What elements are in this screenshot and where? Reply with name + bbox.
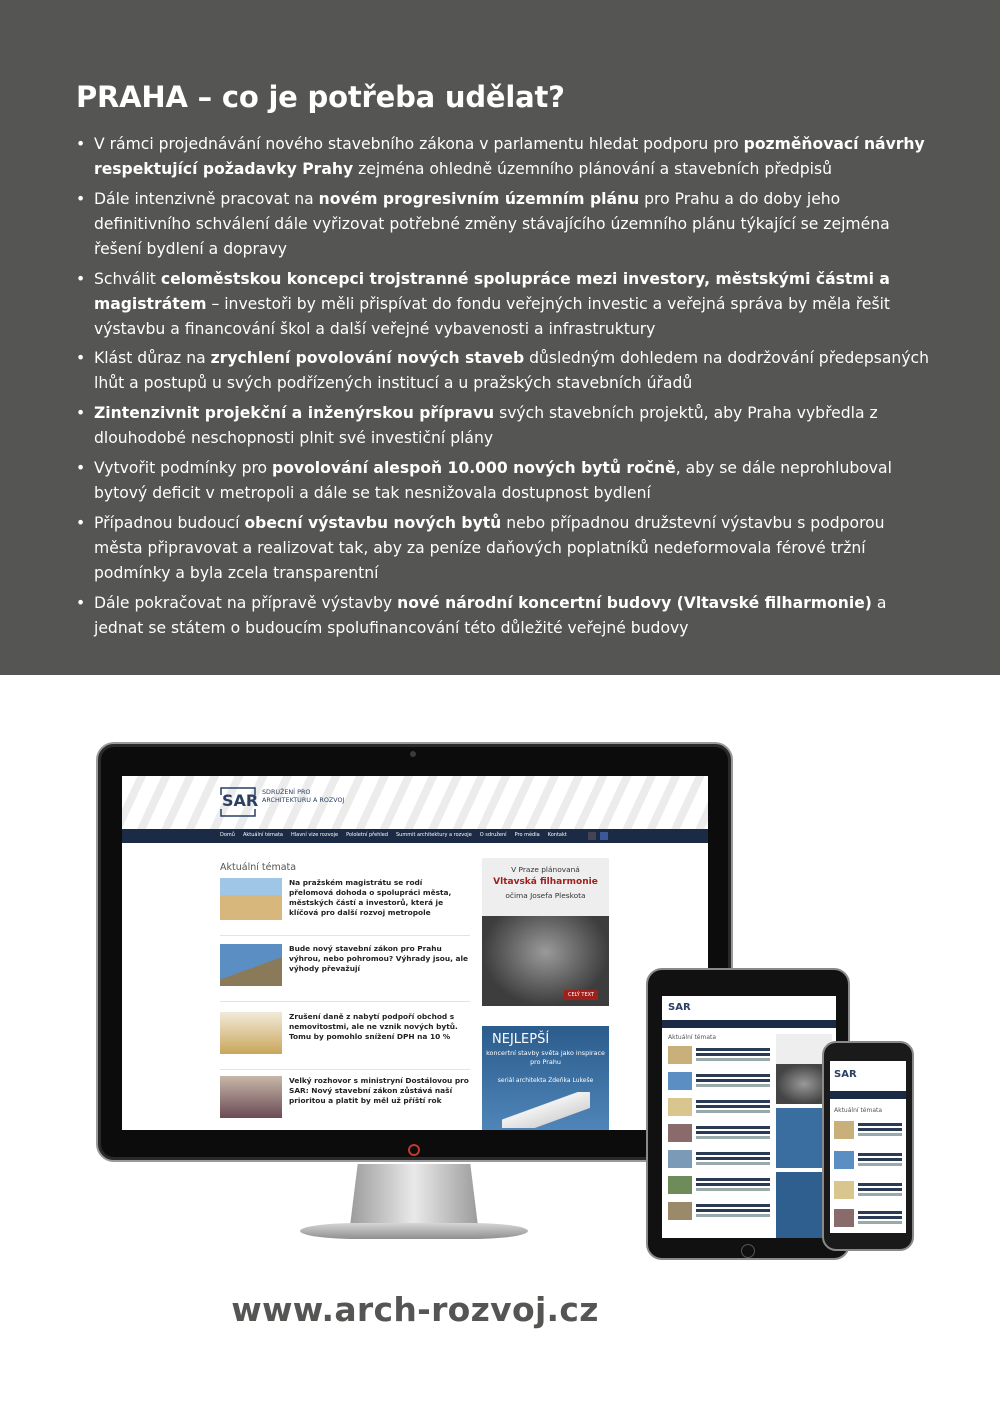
phone-article[interactable]	[834, 1181, 902, 1207]
article-item[interactable]	[220, 944, 470, 1002]
bullet-item	[76, 346, 936, 396]
phone-article[interactable]	[834, 1121, 902, 1147]
bullet-text: V rámci projednávání nového stavebního zákona v parlamentu hledat podporu pro	[94, 135, 744, 153]
tablet-article[interactable]	[668, 1176, 770, 1198]
bullet-emphasis: novém progresivním územním plánu	[318, 189, 640, 208]
tablet-article[interactable]	[668, 1150, 770, 1172]
nav-item[interactable]: Aktuální témata	[242, 832, 283, 838]
bullet-text: Schválit	[94, 269, 161, 288]
bullet-text: důsledným dohledem na dodržování předepsaných lhůt a postupů u svých podřízených institucí a u pražských stavebních úřadů	[94, 349, 929, 393]
phone-section-title: Aktuální témata	[834, 1107, 883, 1114]
nav-item[interactable]: Summit architektury a rozvoje	[396, 832, 472, 838]
bullet-item	[76, 132, 936, 182]
bullet-text: nebo případnou družstevní výstavbu s podporou města připravovat a realizovat tak, aby za peníze daňových poplatníků nedeformovala férové tržní podmínky a byla zcela transparentní	[94, 513, 885, 582]
phone-article[interactable]	[834, 1209, 902, 1233]
top-info-panel	[0, 0, 1000, 675]
bullet-text: pro Prahu a do doby jeho definitivního schválení dále vyřizovat potřebné změny stávajícího územního plánu týkající se zejména řešení bydlení a dopravy	[94, 189, 890, 258]
bullet-text: Dále intenzivně pracovat na	[94, 189, 319, 208]
banner-line: očima Josefa Pleskota	[505, 891, 586, 900]
devices-showcase	[0, 675, 1000, 1401]
tablet-section-title: Aktuální témata	[668, 1034, 717, 1041]
bullet-text: zejména ohledně územního plánování a stavebních předpisů	[353, 160, 833, 178]
bullet-item	[76, 267, 936, 342]
nav-item[interactable]: O sdružení	[479, 832, 507, 838]
banner-title: Vltavská filharmonie	[493, 877, 598, 887]
desktop-monitor	[96, 742, 733, 1162]
article-title[interactable]: Velký rozhovor s ministryní Dostálovou pro SAR: Nový stavební zákon zůstává naší prioritou a platit by měl už příští rok	[289, 1076, 469, 1105]
tablet-article[interactable]	[668, 1046, 770, 1068]
tablet-article[interactable]	[668, 1072, 770, 1094]
bullet-emphasis: obecní výstavbu nových bytů	[244, 513, 502, 532]
phone-navbar	[830, 1091, 906, 1099]
site-header	[122, 776, 708, 829]
bullet-text: Klást důraz na	[94, 349, 211, 368]
article-title[interactable]: Na pražském magistrátu se rodí přelomová dohoda o spolupráci města, městských částí a investorů, která je klíčová pro další rozvoj metropole	[289, 878, 452, 917]
tablet-navbar	[662, 1020, 836, 1028]
site-logo[interactable]: SAR	[222, 791, 259, 810]
banner-line: seriál architekta Zdeňka Lukeše	[497, 1077, 594, 1084]
tablet-logo[interactable]: SAR	[668, 1002, 691, 1013]
banner-title: NEJLEPŠÍ	[492, 1032, 550, 1047]
article-thumbnail[interactable]	[220, 878, 282, 920]
nav-item[interactable]: Pro média	[514, 832, 540, 838]
article-title[interactable]: Bude nový stavební zákon pro Prahu výhrou, nebo pohromou? Výhrady jsou, ale výhody převažují	[289, 944, 469, 973]
article-thumbnail[interactable]	[220, 1012, 282, 1054]
article-thumbnail[interactable]	[220, 1076, 282, 1118]
page-headline: PRAHA – co je potřeba udělat?	[76, 80, 565, 114]
article-thumbnail[interactable]	[220, 944, 282, 986]
tablet-article[interactable]	[668, 1202, 770, 1224]
site-navbar	[122, 829, 708, 843]
section-title: Aktuální témata	[220, 862, 297, 873]
article-item[interactable]	[220, 878, 470, 936]
nav-item[interactable]: Domů	[220, 832, 235, 838]
phone-logo[interactable]: SAR	[834, 1069, 857, 1080]
monitor-base	[300, 1223, 528, 1239]
desktop-screen	[122, 776, 708, 1130]
bullet-text: – investoři by měli přispívat do fondu veřejných investic a veřejná správa by měla řešit výstavbu a financování škol a další veřejné vybavenosti a infrastruktury	[94, 294, 891, 338]
power-button-icon	[408, 1144, 420, 1156]
bullet-item	[76, 511, 936, 586]
bullet-emphasis: povolování alespoň 10.000 nových bytů ročně	[272, 458, 676, 477]
bullet-emphasis: pozměňovací návrhy respektující požadavky Prahy	[94, 135, 925, 178]
site-logo-subtitle: SDRUŽENÍ PRO ARCHITEKTURU A ROZVOJ	[262, 788, 345, 804]
bullet-text: Vytvořit podmínky pro	[94, 458, 273, 477]
bullet-item	[76, 401, 936, 451]
article-item[interactable]	[220, 1076, 470, 1130]
phone-device	[822, 1041, 914, 1251]
opera-house-image	[502, 1092, 590, 1128]
banner-line: koncertní stavby světa jako inspirace pro Prahu	[486, 1049, 605, 1066]
tablet-article[interactable]	[668, 1098, 770, 1120]
nav-item[interactable]: Kontakt	[547, 832, 567, 838]
bullet-emphasis: zrychlení povolování nových staveb	[210, 349, 525, 368]
philharmonic-banner[interactable]	[482, 858, 609, 1006]
phone-screen	[830, 1061, 906, 1233]
bullet-emphasis: nové národní koncertní budovy (Vltavské filharmonie)	[397, 593, 872, 612]
bullet-emphasis: celoměstskou koncepci trojstranné spolupráce mezi investory, městskými částmi a magistrátem	[94, 269, 890, 313]
bullet-text: , aby se dále neprohluboval bytový deficit v metropoli a dále se tak nesnižovala dostupnost bydlení	[94, 458, 892, 502]
banner-line: V Praze plánovaná	[511, 865, 580, 874]
bullet-item	[76, 187, 936, 262]
website-url[interactable]: www.arch-rozvoj.cz	[231, 1290, 599, 1329]
bullet-emphasis: Zintenzivnit projekční a inženýrskou přípravu	[94, 404, 495, 423]
tablet-article[interactable]	[668, 1124, 770, 1146]
home-button-icon	[741, 1244, 755, 1258]
article-title[interactable]: Zrušení daně z nabytí podpoří obchod s nemovitostmi, ale ne vznik nových bytů. Tomu by pomohlo snížení DPH na 10 %	[289, 1012, 458, 1041]
bullet-text: Případnou budoucí	[94, 513, 245, 532]
full-text-button[interactable]: CELÝ TEXT	[564, 990, 598, 1000]
tablet-device	[646, 968, 850, 1260]
bullet-item	[76, 456, 936, 506]
monitor-stand	[350, 1164, 478, 1226]
article-item[interactable]	[220, 1012, 470, 1070]
language-icon[interactable]	[588, 832, 596, 840]
tablet-screen	[662, 996, 836, 1238]
bullet-text: Dále pokračovat na přípravě výstavby	[94, 593, 398, 612]
bullet-list	[76, 132, 936, 645]
bullet-text: a jednat se státem o budoucím spolufinancování této důležité veřejné budovy	[94, 593, 887, 637]
nav-item[interactable]: Hlavní vize rozvoje	[291, 832, 339, 838]
nav-menu	[220, 832, 567, 838]
phone-article[interactable]	[834, 1151, 902, 1177]
facebook-icon[interactable]	[600, 832, 608, 840]
nav-item[interactable]: Pololetní přehled	[346, 832, 388, 838]
bullet-item	[76, 591, 936, 641]
bullet-text: svých stavebních projektů, aby Praha vybředla z dlouhodobé neschopnosti plnit své investiční plány	[94, 404, 878, 448]
webcam-icon	[410, 751, 416, 757]
concert-halls-banner[interactable]	[482, 1026, 609, 1130]
